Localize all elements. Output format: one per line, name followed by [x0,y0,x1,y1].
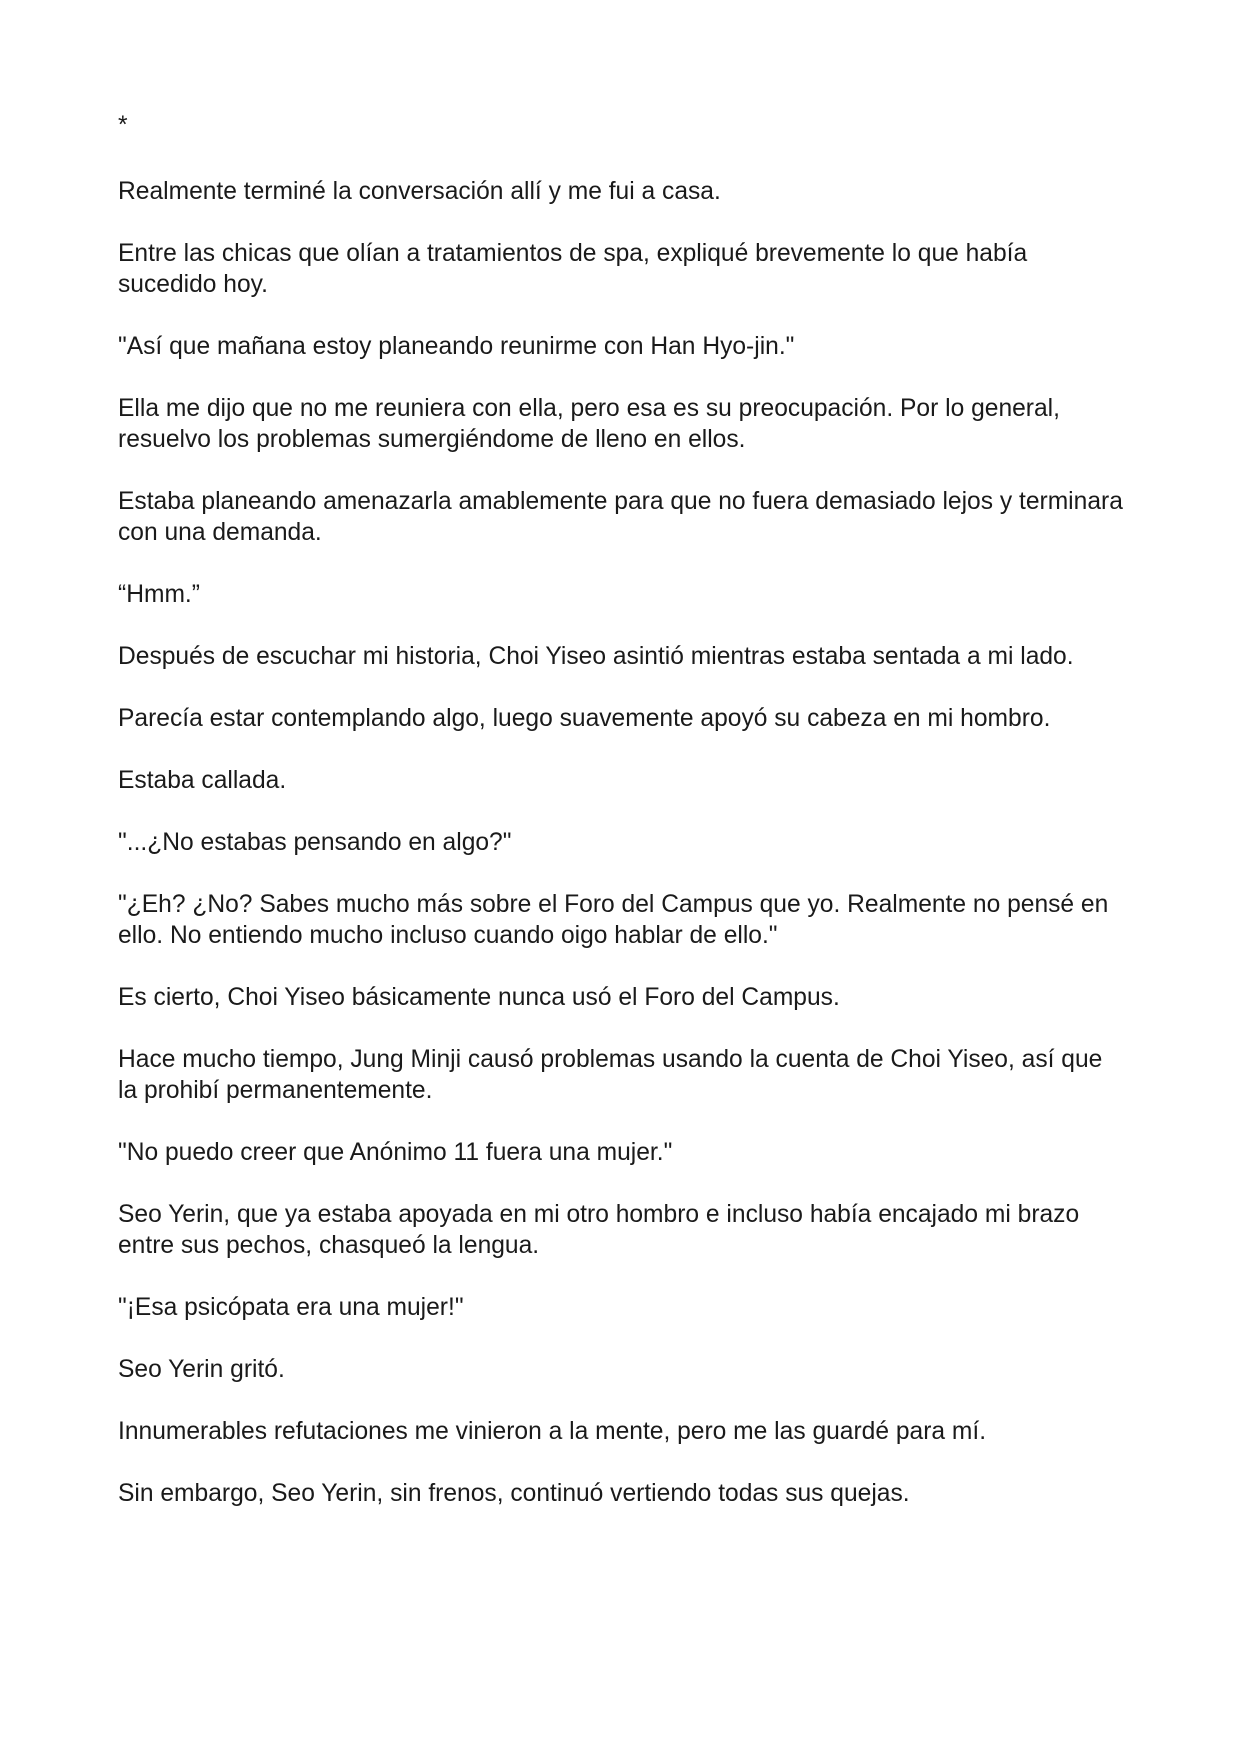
paragraph: Estaba callada. [118,767,287,794]
paragraph: Seo Yerin gritó. [118,1356,285,1383]
paragraph: Ella me dijo que no me reuniera con ella, pero esa es su preocupación. Por lo general, resuelvo los problemas sumergiéndome de lleno en ellos. [118,395,1060,453]
paragraph: Estaba planeando amenazarla amablemente para que no fuera demasiado lejos y terminara con una demanda. [118,488,1123,546]
paragraph: Innumerables refutaciones me vinieron a la mente, pero me las guardé para mí. [118,1418,987,1445]
paragraph: Realmente terminé la conversación allí y me fui a casa. [118,178,721,205]
paragraph: Entre las chicas que olían a tratamientos de spa, expliqué brevemente lo que había sucedido hoy. [118,240,1028,298]
paragraph: "¡Esa psicópata era una mujer!" [118,1294,464,1321]
document-body [118,112,1128,1540]
scene-break-asterisk: * [118,112,128,139]
paragraph: Parecía estar contemplando algo, luego suavemente apoyó su cabeza en mi hombro. [118,705,1051,732]
paragraph: "Así que mañana estoy planeando reunirme con Han Hyo-jin." [118,333,795,360]
paragraph: Es cierto, Choi Yiseo básicamente nunca usó el Foro del Campus. [118,984,840,1011]
paragraph: “Hmm.” [118,581,200,608]
paragraph: "No puedo creer que Anónimo 11 fuera una mujer." [118,1139,673,1166]
paragraph: Seo Yerin, que ya estaba apoyada en mi otro hombro e incluso había encajado mi brazo entre sus pechos, chasqueó la lengua. [118,1201,1080,1259]
paragraph: Sin embargo, Seo Yerin, sin frenos, continuó vertiendo todas sus quejas. [118,1480,910,1507]
paragraph: "...¿No estabas pensando en algo?" [118,829,512,856]
paragraph: Hace mucho tiempo, Jung Minji causó problemas usando la cuenta de Choi Yiseo, así que la prohibí permanentemente. [118,1046,1103,1104]
paragraph: "¿Eh? ¿No? Sabes mucho más sobre el Foro del Campus que yo. Realmente no pensé en ello. No entiendo mucho incluso cuando oigo hablar de ello." [118,891,1109,949]
paragraph: Después de escuchar mi historia, Choi Yiseo asintió mientras estaba sentada a mi lado. [118,643,1074,670]
